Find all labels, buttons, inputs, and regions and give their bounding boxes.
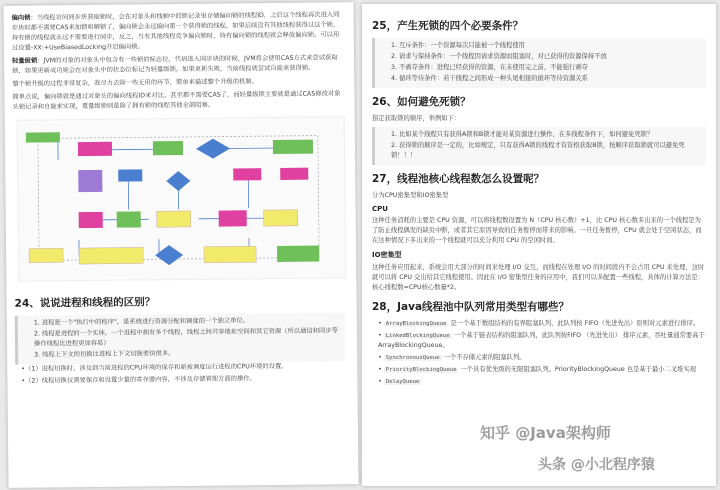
flow-node xyxy=(118,169,142,181)
io-paragraph: 这种任务应用起来，系统会用大部分的时间来处理 I/O 交互，而线程在处理 I/O 的时间段内不会占用 CPU 来处理，这时就可以将 CPU 交出给其它线程使用。因此在 I/O 密集型任务的应用中，我们可以多配置一些线程，具体的计算方法是： 核心线程数=CPU核心数量*2。 xyxy=(372,264,705,291)
flow-node xyxy=(29,248,63,262)
flow-node xyxy=(204,246,256,263)
list-item: 2. 请求与保持条件：一个线程因请求资源而阻塞时，对已获得的资源保持不放 xyxy=(391,53,607,60)
section-25-heading: 25，产生死锁的四个必要条件？ xyxy=(372,20,524,32)
flowchart-nodes xyxy=(26,130,319,267)
cpu-paragraph: 这种任务消耗的主要是 CPU 资源，可以将线程数设置为 N（CPU 核心数）+1，比 CPU 核心数多出来的一个线程是为了防止线程偶发的缺页中断，或者其它原因导致的任务暂停而带来的影响。一旦任务暂停，CPU 就会处于空闲状态，而在这种情况下多出来的一个线程就可以充分利用 CPU 的空闲时间。 xyxy=(372,217,702,244)
bullet-item: •（1）进程切换时，涉及到当前进程的CPU环境的保存和新被调度运行进程的CPU环境的设置。 xyxy=(21,362,288,373)
lightweight-lock-text: ：JVM的对象的对象头中包含有一些锁的标志位，代码进入同步块的时候，JVM将会使用CAS方式来尝试获取锁，如果更新成功则会在对象头中的状态位标记为轻量级锁，如果更新失败，当前线程就尝试自旋来获得锁。 xyxy=(12,54,338,75)
flow-node xyxy=(280,168,308,180)
flow-node xyxy=(78,142,112,156)
section-27-heading: 27，线程池核心线程数怎么设置呢？ xyxy=(372,173,545,185)
queue-description: 是一个基于数组结构的有界阻塞队列，此队列按 FIFO（先进先出）原则对元素进行排序。 xyxy=(448,320,700,327)
queue-description: 一个具有优先级的无限阻塞队列。PriorityBlockingQueue 也是基于最小二叉堆实现 xyxy=(458,366,697,373)
lightweight-lock-paragraph xyxy=(12,53,342,76)
cpu-subheading: CPU xyxy=(372,205,388,213)
list-item: 3. 不剥夺条件：进程已经获得的资源，在未使用完之前，不能强行剥夺 xyxy=(391,64,588,71)
biased-lock-paragraph xyxy=(12,10,342,53)
bullet-item: •（2）线程切换仅需要保存和设置少量的寄存器内容，不涉及存储管理方面的操作。 xyxy=(21,375,256,385)
queue-class-name: DelayQueue xyxy=(385,379,420,385)
queue-item: • LinkedBlockingQueue 一个基于链表结构的阻塞队列，此队列按FIFO （先进先出） 排序元素，吞吐量通常要高于 ArrayBlockingQueue。 xyxy=(378,332,705,349)
queue-class-name: ArrayBlockingQueue xyxy=(385,321,447,327)
section-28-heading: 28，Java线程池中队列常用类型有哪些？ xyxy=(372,301,570,313)
flow-node xyxy=(219,210,247,226)
flow-node xyxy=(157,211,191,227)
flow-decision xyxy=(166,171,190,191)
queue-description: 一个不存储元素的阻塞队列。 xyxy=(441,354,526,361)
list-item: 1. 进程是一个"执行中的程序"，是系统进行资源分配和调度的一个独立单位。 xyxy=(33,317,250,327)
left-page-content xyxy=(12,10,346,388)
lock-upgrade-summary: 简单点说，偏向锁就是通过对象头的偏向线程ID来对比，甚至都不需要CAS了，而轻量级锁主要就是通过CAS修改对象头锁记录和自旋来实现，重量级锁则是除了拥有锁的线程其他全部阻塞。 xyxy=(12,90,341,111)
queue-class-name: SynchronousQueue xyxy=(385,355,440,361)
deadlock-conditions-list xyxy=(372,38,706,88)
queue-item: • DelayQueue xyxy=(378,378,420,385)
zhihu-watermark: 知乎 @Java架构师 xyxy=(480,424,611,442)
queue-description: 一个基于链表结构的阻塞队列，此队列按FIFO （先进先出） 排序元素，吞吐量通常要高于 ArrayBlockingQueue。 xyxy=(378,332,705,349)
flow-decision xyxy=(196,138,230,158)
biased-lock-term: 偏向锁 xyxy=(11,14,31,22)
lock-upgrade-intro: 整个锁升级的过程非常复杂，我尽力去除一些无用的环节，简单来描述整个升级的机制。 xyxy=(12,78,258,88)
flow-node xyxy=(277,246,319,262)
queue-class-name: LinkedBlockingQueue xyxy=(385,333,450,339)
io-subheading: IO密集型 xyxy=(372,251,402,259)
list-item: 1. 比如某个线程只有获得A锁和B锁才能对某资源进行操作，在多线程条件下，如何避免死锁？ xyxy=(391,131,654,138)
flow-node xyxy=(78,170,102,192)
flow-node xyxy=(153,141,183,155)
list-item: 2. 获得锁的顺序是一定的，比如规定，只有获得A锁的线程才有资格获取B锁，按顺序获取锁就可以避免死锁！！！ xyxy=(391,142,685,159)
flow-node xyxy=(233,168,261,180)
list-item: 4. 循环等待条件：若干线程之间形成一种头尾相接的循环等待资源关系 xyxy=(391,75,588,82)
left-document-page xyxy=(3,2,358,488)
flow-node xyxy=(273,140,313,154)
flow-node xyxy=(26,132,60,142)
queue-class-name: PriorityBlockingQueue xyxy=(385,367,457,373)
list-item: 2. 线程是进程的一个实体，一个进程中拥有多个线程，线程之间共享地址空间和其它资源（所以通信和同步等操作线程比进程更加容易） xyxy=(33,327,338,348)
right-page-content xyxy=(372,12,706,389)
author-watermark: 头条 @小北程序猿 xyxy=(538,457,655,473)
flow-node xyxy=(264,210,298,226)
flow-node xyxy=(117,211,141,227)
pool-size-intro: 分为CPU密集型和IO密集型 xyxy=(372,192,449,199)
lock-upgrade-flowchart xyxy=(17,116,347,281)
section-24-heading: 24、说说进程和线程的区别？ xyxy=(14,296,156,310)
avoid-deadlock-intro: 指定获取锁的顺序，举例如下： xyxy=(372,115,461,122)
queue-item: • ArrayBlockingQueue 是一个基于数组结构的有界阻塞队列，此队列按 FIFO（先进先出）原则对元素进行排序。 xyxy=(378,320,700,327)
lightweight-lock-term: 轻量级锁 xyxy=(12,57,38,65)
right-document-page xyxy=(362,4,716,486)
list-item: 3. 线程上下文的切换比进程上下文切换要快很多。 xyxy=(34,350,175,359)
section-24-list xyxy=(15,312,345,364)
list-item: 1. 互斥条件：一个资源每次只能被一个线程使用 xyxy=(391,42,525,49)
avoid-deadlock-list xyxy=(372,127,706,165)
queue-item: • SynchronousQueue 一个不存储元素的阻塞队列。 xyxy=(378,354,526,361)
biased-lock-text: ：当线程访问同步块获取锁时，会在对象头和栈帧中的锁记录里存储偏向锁的线程ID，之后这个线程再次进入同步块时都不需要CAS来加锁和解锁了，偏向锁会永远偏向第一个获得锁的线程，如果后续没有其他线程获得过这个锁，持有锁的线程就永远不需要进行同步，反之，当有其他线程竞争偏向锁时，持有偏向锁的线程就会释放偏向锁。可以用过设置-XX:+UseBiasedLocking开启偏向锁。 xyxy=(11,11,340,52)
flow-node xyxy=(79,247,143,264)
section-26-heading: 26、如何避免死锁？ xyxy=(372,96,471,108)
queue-item: • PriorityBlockingQueue 一个具有优先级的无限阻塞队列。PriorityBlockingQueue 也是基于最小二叉堆实现 xyxy=(378,366,697,373)
flow-node xyxy=(79,212,103,228)
